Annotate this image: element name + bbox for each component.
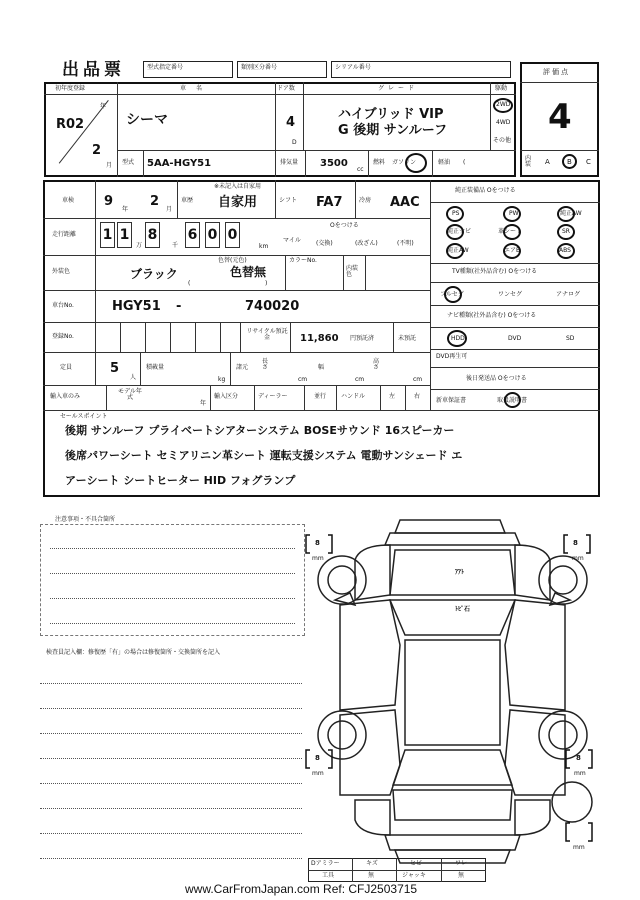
sales-line-1: 後期 サンルーフ プライベートシアターシステム BOSEサウンド 16スピーカー (65, 424, 455, 437)
first-reg-era: R02 (56, 117, 85, 132)
first-reg-label: 初年度登録 (55, 85, 86, 92)
note-front: ｱｱﾄ (455, 569, 465, 576)
equip-navi-circle (446, 224, 464, 240)
tamper-label: (改ざん) (355, 240, 378, 247)
color-value: ブラック (130, 267, 178, 281)
recycle-amount: 11,860 (300, 333, 339, 344)
mileage-digit-3: 8 (145, 222, 160, 248)
drive-label: 駆動 (495, 85, 508, 92)
swap-label: (交換) (316, 240, 333, 247)
tv-analog: アナログ (556, 291, 581, 298)
shaken-year-unit: 年 (122, 206, 129, 213)
shaken-month-unit: 月 (166, 206, 173, 213)
legend-v2: 無 (368, 872, 375, 879)
width-label: 幅 (318, 364, 325, 371)
displacement-value: 3500 (320, 158, 348, 169)
interior-color-label: 内装色 (346, 265, 359, 278)
height-label: 高さ (373, 358, 380, 371)
length-unit: cm (298, 376, 308, 383)
color-change-value: 色替無 (230, 265, 267, 279)
shift-value: FA7 (316, 195, 343, 210)
chassis-label: 車台No. (52, 302, 74, 309)
navi-title: ナビ種類(社外品含む) Oをつける (447, 312, 537, 319)
dealer-label: ディーラー (258, 393, 288, 400)
first-reg-year-unit: 年 (100, 103, 107, 110)
interior-c: C (586, 158, 591, 166)
sales-points-label: セールスポイント (60, 413, 108, 420)
serial-label: シリアル番号 (335, 64, 371, 71)
spare-depth-unit: mm (573, 844, 585, 851)
equipment-title: 純正装備品 Oをつける (455, 187, 516, 194)
notes-rule (50, 573, 295, 574)
load-unit: kg (218, 376, 226, 383)
capacity-unit: 人 (130, 374, 137, 381)
width-unit: cm (355, 376, 365, 383)
mileage-digit-5: 0 (205, 222, 220, 248)
equip-abs-circle (557, 243, 575, 259)
capacity-value: 5 (110, 361, 120, 376)
equip-aw1: 純正AW (560, 210, 582, 217)
legend-h2: キズ (366, 860, 378, 867)
inspector-rule (40, 808, 302, 809)
ac-value: AAC (390, 195, 420, 210)
car-name-label: 車名 (180, 85, 213, 92)
shaken-label: 車検 (62, 197, 75, 204)
model-label: 型式 (122, 159, 135, 166)
drive-4wd: 4WD (496, 119, 511, 126)
navi-hdd-circle (447, 330, 467, 347)
inspector-rule (40, 733, 302, 734)
docs-warranty: 新車保証書 (436, 397, 467, 404)
doors-value: 4 (286, 115, 296, 130)
equip-sr: SR (562, 228, 570, 235)
tv-fullseg-circle (444, 286, 462, 303)
capacity-label: 定員 (60, 364, 73, 371)
mileage-sen-unit: 千 (172, 242, 179, 249)
equip-navi: 純正ナビ (447, 228, 472, 235)
fuel-circle (405, 153, 427, 173)
tire-depth-fr-unit: mm (572, 555, 584, 562)
first-reg-month: 2 (92, 143, 102, 158)
tv-fullseg: フルセグ (440, 291, 464, 298)
notes-rule (50, 598, 295, 599)
tire-depth-fl-unit: mm (312, 555, 324, 562)
equip-sr-circle (557, 224, 575, 240)
tire-depth-rr: 8 (576, 754, 581, 762)
recycle-unit: 円預託済 (350, 335, 375, 342)
tire-depth-rl-unit: mm (312, 770, 324, 777)
inspector-rule (40, 708, 302, 709)
car-name: シーマ (126, 112, 168, 128)
tire-depth-rr-unit: mm (574, 770, 586, 777)
load-label: 積載量 (146, 364, 165, 371)
legend-h4: ワレ (455, 860, 468, 867)
grade-line1: ハイブリッド VIP (338, 107, 444, 122)
score-value: 4 (548, 97, 572, 137)
length-label: 長さ (262, 358, 269, 371)
docs-manual-circle (504, 392, 521, 408)
use-note: ※未記入は自家用 (214, 183, 262, 190)
sales-line-2: 後席パワーシート セミアリニン革シート 運転支援システム 電動サンシェード エ (65, 449, 463, 462)
navi-hdd: HDD (451, 335, 465, 342)
recycle-label: リサイクル預託金 (246, 328, 288, 341)
interior-a: A (545, 158, 550, 166)
docs-title: 後日発送品 Oをつける (466, 375, 527, 382)
light-oil-bracket: ( (463, 159, 466, 166)
parallel-label: 並行 (314, 393, 327, 400)
fuel-label: 燃料 (373, 159, 386, 166)
watermark: www.CarFromJapan.com Ref: CFJ2503715 (185, 882, 418, 896)
mileage-digit-6: 0 (225, 222, 240, 248)
notes-box (40, 524, 305, 636)
score-label: 評価点 (543, 68, 570, 76)
shaken-month: 2 (150, 194, 160, 209)
equip-leather: 革シート (498, 228, 523, 235)
color-no-label: カラーNo. (289, 257, 317, 264)
tire-depth-fr: 8 (573, 539, 578, 547)
inspector-label: 検査員記入欄：修復歴「有」の場合は修復箇所・交換箇所を記入 (46, 649, 221, 656)
displacement-label: 排気量 (280, 159, 299, 166)
handle-left: 左 (389, 393, 396, 400)
legend-h1: Dアミラー (311, 860, 340, 867)
import-cat-label: 輸入区分 (214, 393, 239, 400)
mile-label: マイル (283, 237, 301, 244)
inspector-rule (40, 758, 302, 759)
legend-v1: 工具 (322, 872, 335, 879)
tv-oneseg: ワンセグ (498, 291, 523, 298)
color-change-label: 色替(元色) (218, 257, 247, 264)
drive-other: その他 (493, 137, 512, 144)
equip-pw-circle (503, 206, 521, 222)
shift-label: シフト (279, 197, 298, 204)
car-body-diagram (300, 505, 610, 885)
inspector-rule (40, 783, 302, 784)
class-no-label: 類別区分番号 (241, 64, 278, 71)
color-paren-close: ) (265, 280, 268, 287)
mileage-label: 走行距離 (52, 231, 77, 238)
equip-aw2-circle (446, 243, 464, 259)
handle-right: 右 (414, 393, 421, 400)
doors-suffix: D (292, 139, 297, 146)
doors-label: ドア数 (277, 85, 295, 92)
tire-depth-rl: 8 (315, 754, 320, 762)
height-unit: cm (413, 376, 423, 383)
mileage-man-unit: 万 (136, 242, 143, 249)
inspector-rule (40, 858, 302, 859)
dvd-play-label: DVD再生可 (436, 353, 468, 360)
model-value: 5AA-HGY51 (147, 158, 212, 169)
model-year-unit: 年 (200, 400, 207, 407)
shaken-year: 9 (104, 194, 114, 209)
mileage-digit-4: 6 (185, 222, 200, 248)
first-reg-month-unit: 月 (106, 162, 113, 169)
legend-v3: ジャッキ (402, 872, 426, 879)
fuel-value: ガソリン (392, 159, 417, 166)
navi-sd: SD (566, 335, 575, 342)
notes-rule (50, 548, 295, 549)
model-year-label: モデル年式 (118, 388, 142, 401)
unknown-label: (不明) (397, 240, 414, 247)
equip-ps: PS (452, 210, 460, 217)
equip-aw1-circle (557, 206, 575, 222)
chassis-dash: - (176, 299, 182, 314)
docs-manual: 取扱説明書 (497, 397, 528, 404)
equip-ps-circle (446, 206, 464, 222)
interior-b-circle (562, 154, 577, 169)
navi-dvd: DVD (508, 335, 522, 342)
handle-label: ハンドル (341, 393, 366, 400)
recycle-unpaid: 未預託 (398, 335, 417, 342)
drive-2wd: 2WD (496, 101, 511, 108)
mileage-digit-2: 1 (117, 222, 132, 248)
legend-v4: 無 (458, 872, 465, 879)
form-title: 出品票 (62, 60, 125, 80)
inspector-rule (40, 683, 302, 684)
tv-title: TV種類(社外品含む) Oをつける (452, 268, 538, 275)
tire-depth-fl: 8 (315, 539, 320, 547)
color-paren-open: ( (188, 280, 191, 287)
notes-rule (50, 623, 295, 624)
equip-aw2: 純正AW (447, 247, 469, 254)
equip-abs: ABS (559, 247, 571, 254)
equip-pw: PW (509, 210, 519, 217)
legend-h3: ヒビ (410, 860, 423, 867)
note-windshield: ﾄﾋﾞ石 (455, 606, 471, 613)
light-oil-label: 軽油 (438, 159, 451, 166)
grade-line2: G 後期 サンルーフ (338, 123, 448, 138)
chassis-no: 740020 (245, 299, 300, 314)
inspector-rule (40, 833, 302, 834)
drive-2wd-circle (493, 98, 513, 113)
grade-label: グレード (378, 85, 419, 92)
import-label: 輸入車のみ (50, 393, 81, 400)
mileage-km-unit: km (259, 243, 269, 250)
use-label: 車歴 (181, 197, 194, 204)
displacement-unit: cc (357, 166, 364, 173)
color-label: 外装色 (52, 268, 71, 275)
interior-b: B (567, 158, 572, 166)
use-value: 自家用 (218, 195, 258, 210)
dims-label: 諸元 (236, 364, 249, 371)
reg-label: 登録No. (52, 333, 74, 340)
notes-label: 注意事項・不具合箇所 (55, 516, 116, 523)
chassis-prefix: HGY51 (112, 299, 161, 314)
model-no-label: 型式指定番号 (147, 64, 184, 71)
mileage-circle-note: Oをつける (330, 222, 359, 229)
mileage-digit-1: 1 (100, 222, 115, 248)
equip-leather-circle (503, 224, 521, 240)
ac-label: 冷房 (359, 197, 372, 204)
equip-airbag-circle (503, 243, 521, 259)
equip-airbag: エアB (504, 247, 521, 254)
interior-grade-label: 内装 (525, 155, 532, 168)
sales-line-3: アーシート シートヒーター HID フォグランプ (65, 474, 296, 487)
